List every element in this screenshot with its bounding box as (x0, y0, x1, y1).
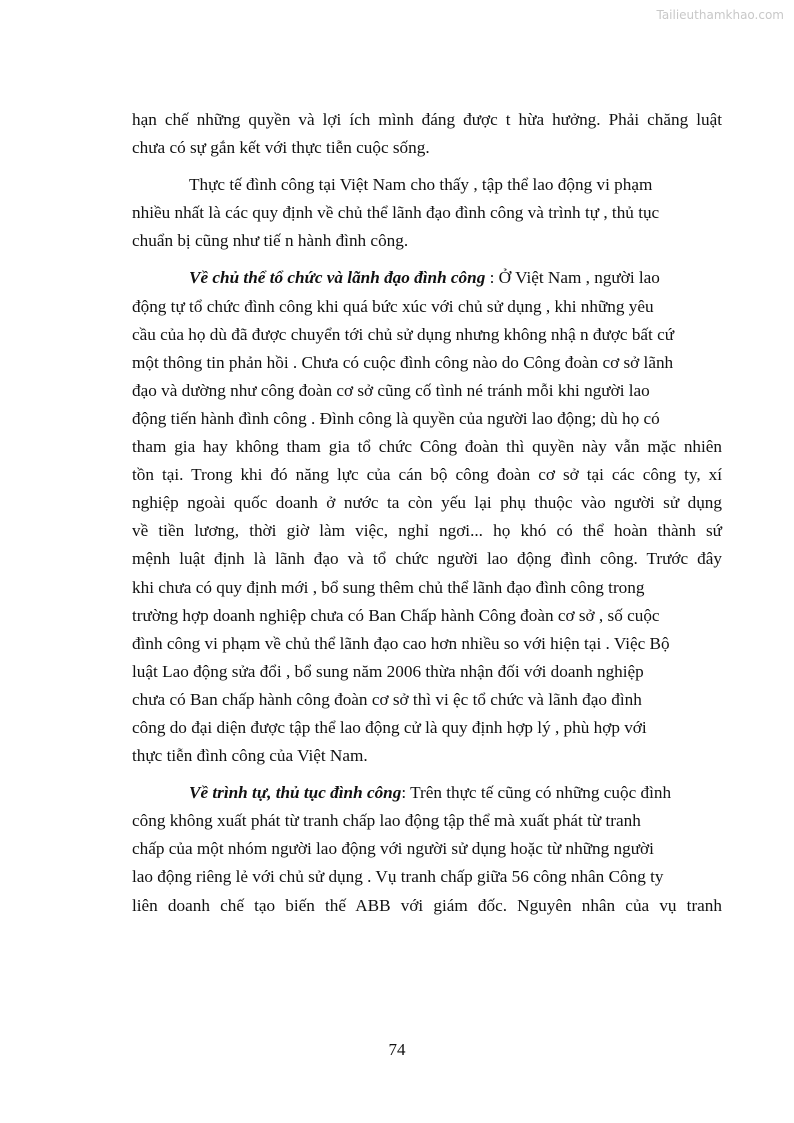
heading-line-rest: : Ở Việt Nam , người lao (485, 268, 660, 288)
text-line: chưa có Ban chấp hành công đoàn cơ sở thì vi ệc tổ chức và lãnh đạo đình (132, 689, 642, 709)
text-line: thực tiễn đình công của Việt Nam. (132, 746, 368, 766)
text-line: động tiến hành đình công . Đình công là quyền của người lao động; dù họ có (132, 408, 660, 428)
paragraph-3 (132, 264, 722, 770)
text-line: đình công vi phạm về chủ thể lãnh đạo cao hơn nhiều so với hiện tại . Việc Bộ (132, 633, 670, 653)
text-line: chuẩn bị cũng như tiế n hành đình công. (132, 231, 409, 251)
text-line: hạn chế những quyền và lợi ích mình đáng được t hừa hưởng. Phải chăng luật (132, 110, 722, 129)
text-line: tồn tại. Trong khi đó năng lực của cán bộ công đoàn cơ sở tại các công ty, xí (132, 465, 722, 485)
text-line: động tự tổ chức đình công khi quá bức xúc với chủ sử dụng , khi những yêu (132, 296, 654, 316)
heading-line-rest: : Trên thực tế cũng có những cuộc đình (401, 783, 672, 803)
section-heading-procedure: Về trình tự, thủ tục đình công (189, 783, 402, 803)
text-line: công do đại diện được tập thể lao động cử là quy định hợp lý , phù hợp với (132, 717, 647, 737)
text-line (132, 264, 722, 292)
text-line: lao động riêng lẻ với chủ sử dụng . Vụ tranh chấp giữa 56 công nhân Công ty (132, 867, 664, 887)
text-line (132, 779, 722, 807)
text-line: trường hợp doanh nghiệp chưa có Ban Chấp hành Công đoàn cơ sở , số cuộc (132, 605, 660, 625)
text-line: khi chưa có quy định mới , bổ sung thêm chủ thể lãnh đạo đình công trong (132, 577, 645, 597)
text-line: đạo và dường như công đoàn cơ sở cũng cố tình né tránh mỗi khi người lao (132, 380, 650, 400)
text-line: về tiền lương, thời giờ làm việc, nghỉ ngơi... họ khó có thể hoàn thành sứ (132, 521, 722, 541)
text-line: cầu của họ dù đã được chuyển tới chủ sử dụng nhưng không nhậ n được bất cứ (132, 324, 675, 344)
text-line: chưa có sự gắn kết với thực tiễn cuộc sống. (132, 138, 430, 158)
text-line: Thực tế đình công tại Việt Nam cho thấy , tập thể lao động vi phạm (189, 175, 653, 195)
paragraph-2 (132, 171, 722, 255)
text-line: nghiệp ngoài quốc doanh ở nước ta còn yếu lại phụ thuộc vào người sử dụng (132, 493, 722, 513)
text-line: công không xuất phát từ tranh chấp lao động tập thể mà xuất phát từ tranh (132, 811, 641, 831)
text-line: tham gia hay không tham gia tổ chức Công đoàn thì quyền này vẫn mặc nhiên (132, 437, 722, 457)
text-line: một thông tin phản hồi . Chưa có cuộc đình công nào do Công đoàn cơ sở lãnh (132, 352, 674, 372)
text-line: liên doanh chế tạo biến thế ABB với giám đốc. Nguyên nhân của vụ tranh (132, 895, 722, 915)
watermark: Tailieuthamkhao.com (656, 8, 784, 22)
document-body (132, 106, 722, 920)
text-line: mệnh luật định là lãnh đạo và tổ chức người lao động đình công. Trước đây (132, 549, 722, 569)
page-number: 74 (388, 1040, 406, 1059)
text-line: chấp của một nhóm người lao động với người sử dụng hoặc từ những người (132, 839, 654, 859)
text-line: nhiều nhất là các quy định về chủ thể lãnh đạo đình công và trình tự , thủ tục (132, 203, 660, 223)
section-heading-subject: Về chủ thể tổ chức và lãnh đạo đình công (189, 268, 486, 288)
paragraph-4 (132, 779, 722, 919)
text-line: luật Lao động sửa đổi , bổ sung năm 2006 thừa nhận đối với doanh nghiệp (132, 661, 644, 681)
paragraph-1 (132, 106, 722, 162)
